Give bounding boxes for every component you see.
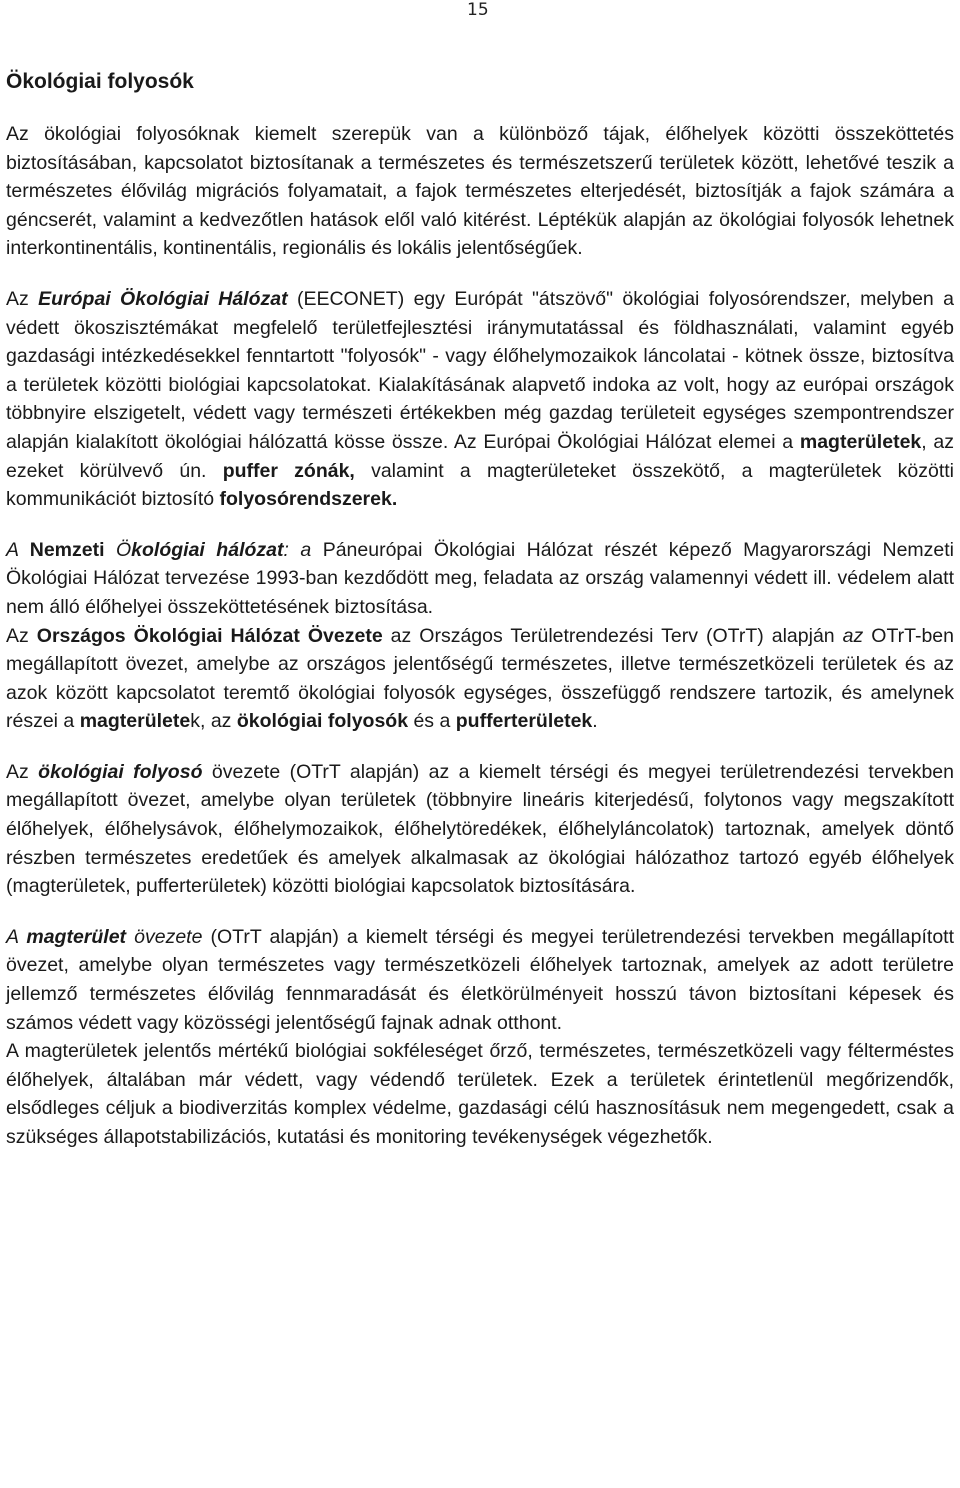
page-number: 15 (467, 0, 489, 20)
text-run: magterülete (79, 710, 191, 733)
text-run: Ö (104, 538, 132, 561)
text-run: ökológiai folyosók (236, 710, 409, 733)
text-run: Nemzeti (29, 538, 105, 561)
text-run: Az (6, 760, 39, 783)
text-run: Az (6, 287, 39, 310)
text-run: Az (6, 624, 37, 647)
text-run: A (6, 925, 27, 948)
text-run: (EECONET) egy Európát "átszövő" ökológiai folyosórendszer, melyben a védett ökoszisztémákat megfelelő területfejlesztési iránymutatással és földhasználati, valamint egyéb gazdasági intézkedésekkel fenntartott "folyosók" - vagy élőhelymozaikok láncolatai - kötnek össze, biztosítva a területek közötti biológiai kapcsolatokat. Kialakításának alapvető indoka az volt, hogy az európai országok többnyire elszigetelt, védett vagy természeti értékekben még gazdag területeit egységes szempontrendszer alapján kialakított ökológiai hálózattá kösse össze. Az Európai Ökológiai Hálózat elemei a (6, 287, 954, 453)
page-title: Ökológiai folyosók (6, 70, 194, 93)
text-run: A (6, 538, 30, 561)
paragraph-national-network (6, 536, 954, 622)
paragraph-core-areas (6, 1037, 954, 1151)
text-run: Páneurópai Ökológiai Hálózat részét képező Magyarországi Nemzeti Ökológiai Hálózat tervezése 1993-ban kezdődött meg, feladata az ország valamennyi védett ill. védelem alatt nem álló élőhelyei összeköttetésének biztosítása. (6, 538, 955, 618)
paragraph-national-zone (6, 622, 954, 736)
document-body (6, 64, 954, 1152)
paragraph-corridor-zone (6, 758, 954, 901)
text-run: Európai Ökológiai Hálózat (38, 287, 288, 310)
text-run: Az ökológiai folyosóknak kiemelt szerepük van a különböző tájak, élőhelyek közötti összeköttetés biztosításában, kapcsolatot biztosítanak a természetes és természetszerű területek között, lehetővé teszik a természetes élővilág migrációs folyamatait, a fajok természetes elterjedését, biztosítják a fajok számára a géncserét, valamint a kedvezőtlen hatások elől való kitérést. Léptékük alapján az ökológiai folyosók lehetnek interkontinentális, kontinentális, regionális és lokális jelentőségűek. (6, 123, 954, 260)
text-run: folyosórendszerek. (219, 488, 398, 511)
text-run: az (842, 624, 864, 647)
text-run: magterület (26, 925, 127, 948)
paragraph-core-area-zone (6, 923, 954, 1037)
text-run: kológiai hálózat (131, 538, 284, 561)
paragraph-european-network (6, 285, 954, 514)
text-run: az Országos Területrendezési Terv (OTrT) alapján (382, 624, 843, 647)
text-run: OTrT-ben megállapított övezet, amelybe az országos jelentőségű természetes, illetve természetközeli területek és az azok között kapcsolatot teremtő ökológiai folyosók egységes, összefüggő rendszere tartozik, és amelynek részei a (6, 624, 954, 733)
text-run: övezete (OTrT alapján) az a kiemelt térségi és megyei területrendezési tervekben megállapított övezet, amelybe olyan területek (többnyire lineáris kiterjedésű, folytonos vagy megszakított élőhelyek, élőhelysávok, élőhelymozaikok, élőhelytöredékek, élőhelyláncolatok) tartoznak, amelyek döntő részben természetes eredetűek és amelyek alkalmasak az ökológiai hálózathoz tartozó egyéb élőhelyek (magterületek, pufferterületek) közötti biológiai kapcsolatok biztosítására. (6, 760, 954, 898)
text-run: magterületek (799, 430, 922, 453)
text-run: k, az (190, 710, 237, 733)
text-run: Országos Ökológiai Hálózat Övezete (36, 624, 383, 647)
text-run: puffer zónák, (222, 459, 355, 482)
text-run: , az ezeket körülvevő ún. (6, 430, 954, 482)
text-run: pufferterületek (455, 710, 593, 733)
text-run: övezete (126, 925, 203, 948)
text-run: valamint a magterületeket összekötő, a magterületek közötti kommunikációt biztosító (6, 459, 954, 511)
text-run: ökológiai folyosó (38, 760, 203, 783)
text-run: (OTrT alapján) a kiemelt térségi és megyei területrendezési tervekben megállapított övezet, amelybe olyan természetes vagy természetközeli élőhelyek tartoznak, amelyek az adott területre jellemző természetes élővilág fennmaradását és életkörülményeit hosszú távon biztosítani képesek és számos védett vagy közösségi jelentőségű fajnak adnak otthont. (6, 925, 955, 1034)
text-run: és a (408, 710, 456, 733)
paragraph-intro (6, 120, 954, 263)
text-run: . (592, 710, 598, 733)
text-run: : a (283, 538, 312, 561)
text-run: A magterületek jelentős mértékű biológiai sokféleséget őrző, természetes, természetközeli vagy félterméstes élőhelyek, általában már védett, vagy védendő területek. Ezek a területek érintetlenül megőrizendők, elsődleges céljuk a biodiverzitás komplex védelme, gazdasági célú hasznosításuk nem megengedett, csak a szükséges állapotstabilizációs, kutatási és monitoring tevékenységek végezhetők. (6, 1040, 954, 1148)
